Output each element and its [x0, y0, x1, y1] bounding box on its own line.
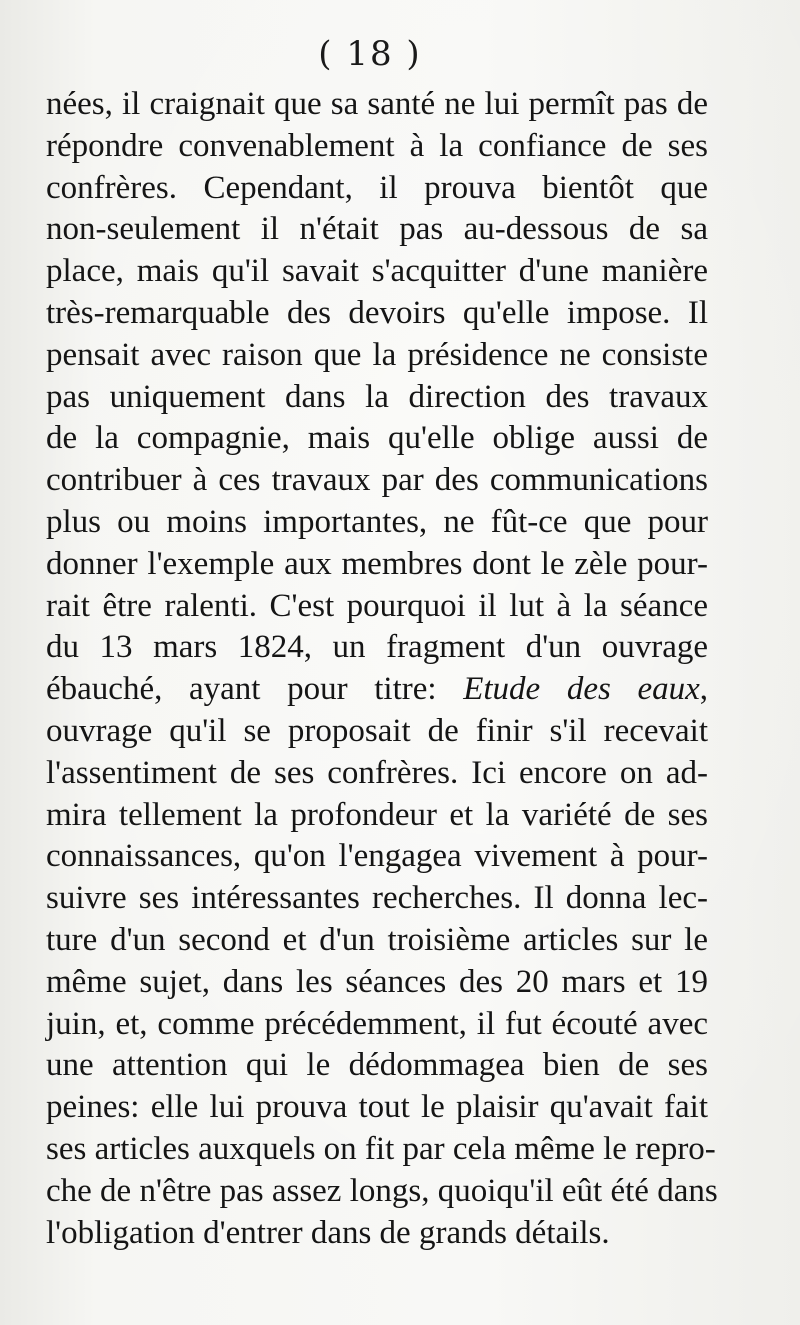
text-line: confrères. Cependant, il prouva bientôt que	[46, 169, 708, 206]
text-line: juin, et, comme précédemment, il fut écouté avec	[46, 1005, 708, 1042]
text-line: mira tellement la profondeur et la variété de ses	[46, 796, 708, 833]
text-line: du 13 mars 1824, un fragment d'un ouvrage	[46, 629, 708, 666]
text-line: peines: elle lui prouva tout le plaisir qu'avait fait	[46, 1089, 708, 1126]
text-line: connaissances, qu'on l'engagea vivement à pour-	[46, 838, 708, 875]
text-line: pensait avec raison que la présidence ne consiste	[46, 336, 708, 373]
text-line: ture d'un second et d'un troisième articles sur le	[46, 921, 708, 958]
text-line: contribuer à ces travaux par des communications	[46, 462, 708, 499]
text-line: suivre ses intéressantes recherches. Il donna lec-	[46, 880, 708, 917]
text-line: pas uniquement dans la direction des travaux	[46, 378, 708, 415]
title-comma: ,	[699, 671, 709, 708]
text-line: place, mais qu'il savait s'acquitter d'une manière	[46, 253, 708, 290]
text-line: l'assentiment de ses confrères. Ici encore on ad-	[46, 754, 708, 791]
work-title: Etude des eaux	[463, 671, 700, 708]
text-line: plus ou moins importantes, ne fût-ce que pour	[46, 503, 708, 540]
text-line: donner l'exemple aux membres dont le zèle pour-	[46, 545, 708, 582]
text-line: non-seulement il n'était pas au-dessous de sa	[46, 211, 708, 248]
text-line-with-title	[46, 669, 708, 711]
body-text	[46, 84, 718, 1254]
text-line: de la compagnie, mais qu'elle oblige aussi de	[46, 420, 708, 457]
text-line-last: l'obligation d'entrer dans de grands détails.	[46, 1214, 610, 1251]
page-number: ( 18 )	[318, 34, 422, 74]
text-line-start: ébauché, ayant pour titre:	[46, 671, 437, 708]
text-line: ses articles auxquels on fit par cela même le repro-	[46, 1130, 716, 1167]
text-line: même sujet, dans les séances des 20 mars et 19	[46, 963, 708, 1000]
text-line: che de n'être pas assez longs, quoiqu'il eût été dans	[46, 1172, 718, 1209]
text-line: rait être ralenti. C'est pourquoi il lut à la séance	[46, 587, 708, 624]
text-line: ouvrage qu'il se proposait de finir s'il recevait	[46, 712, 708, 749]
text-line: une attention qui le dédommagea bien de ses	[46, 1047, 708, 1084]
text-line: très-remarquable des devoirs qu'elle impose. Il	[46, 294, 708, 331]
text-line: nées, il craignait que sa santé ne lui permît pas de	[46, 86, 708, 122]
text-line: répondre convenablement à la confiance de ses	[46, 127, 708, 164]
